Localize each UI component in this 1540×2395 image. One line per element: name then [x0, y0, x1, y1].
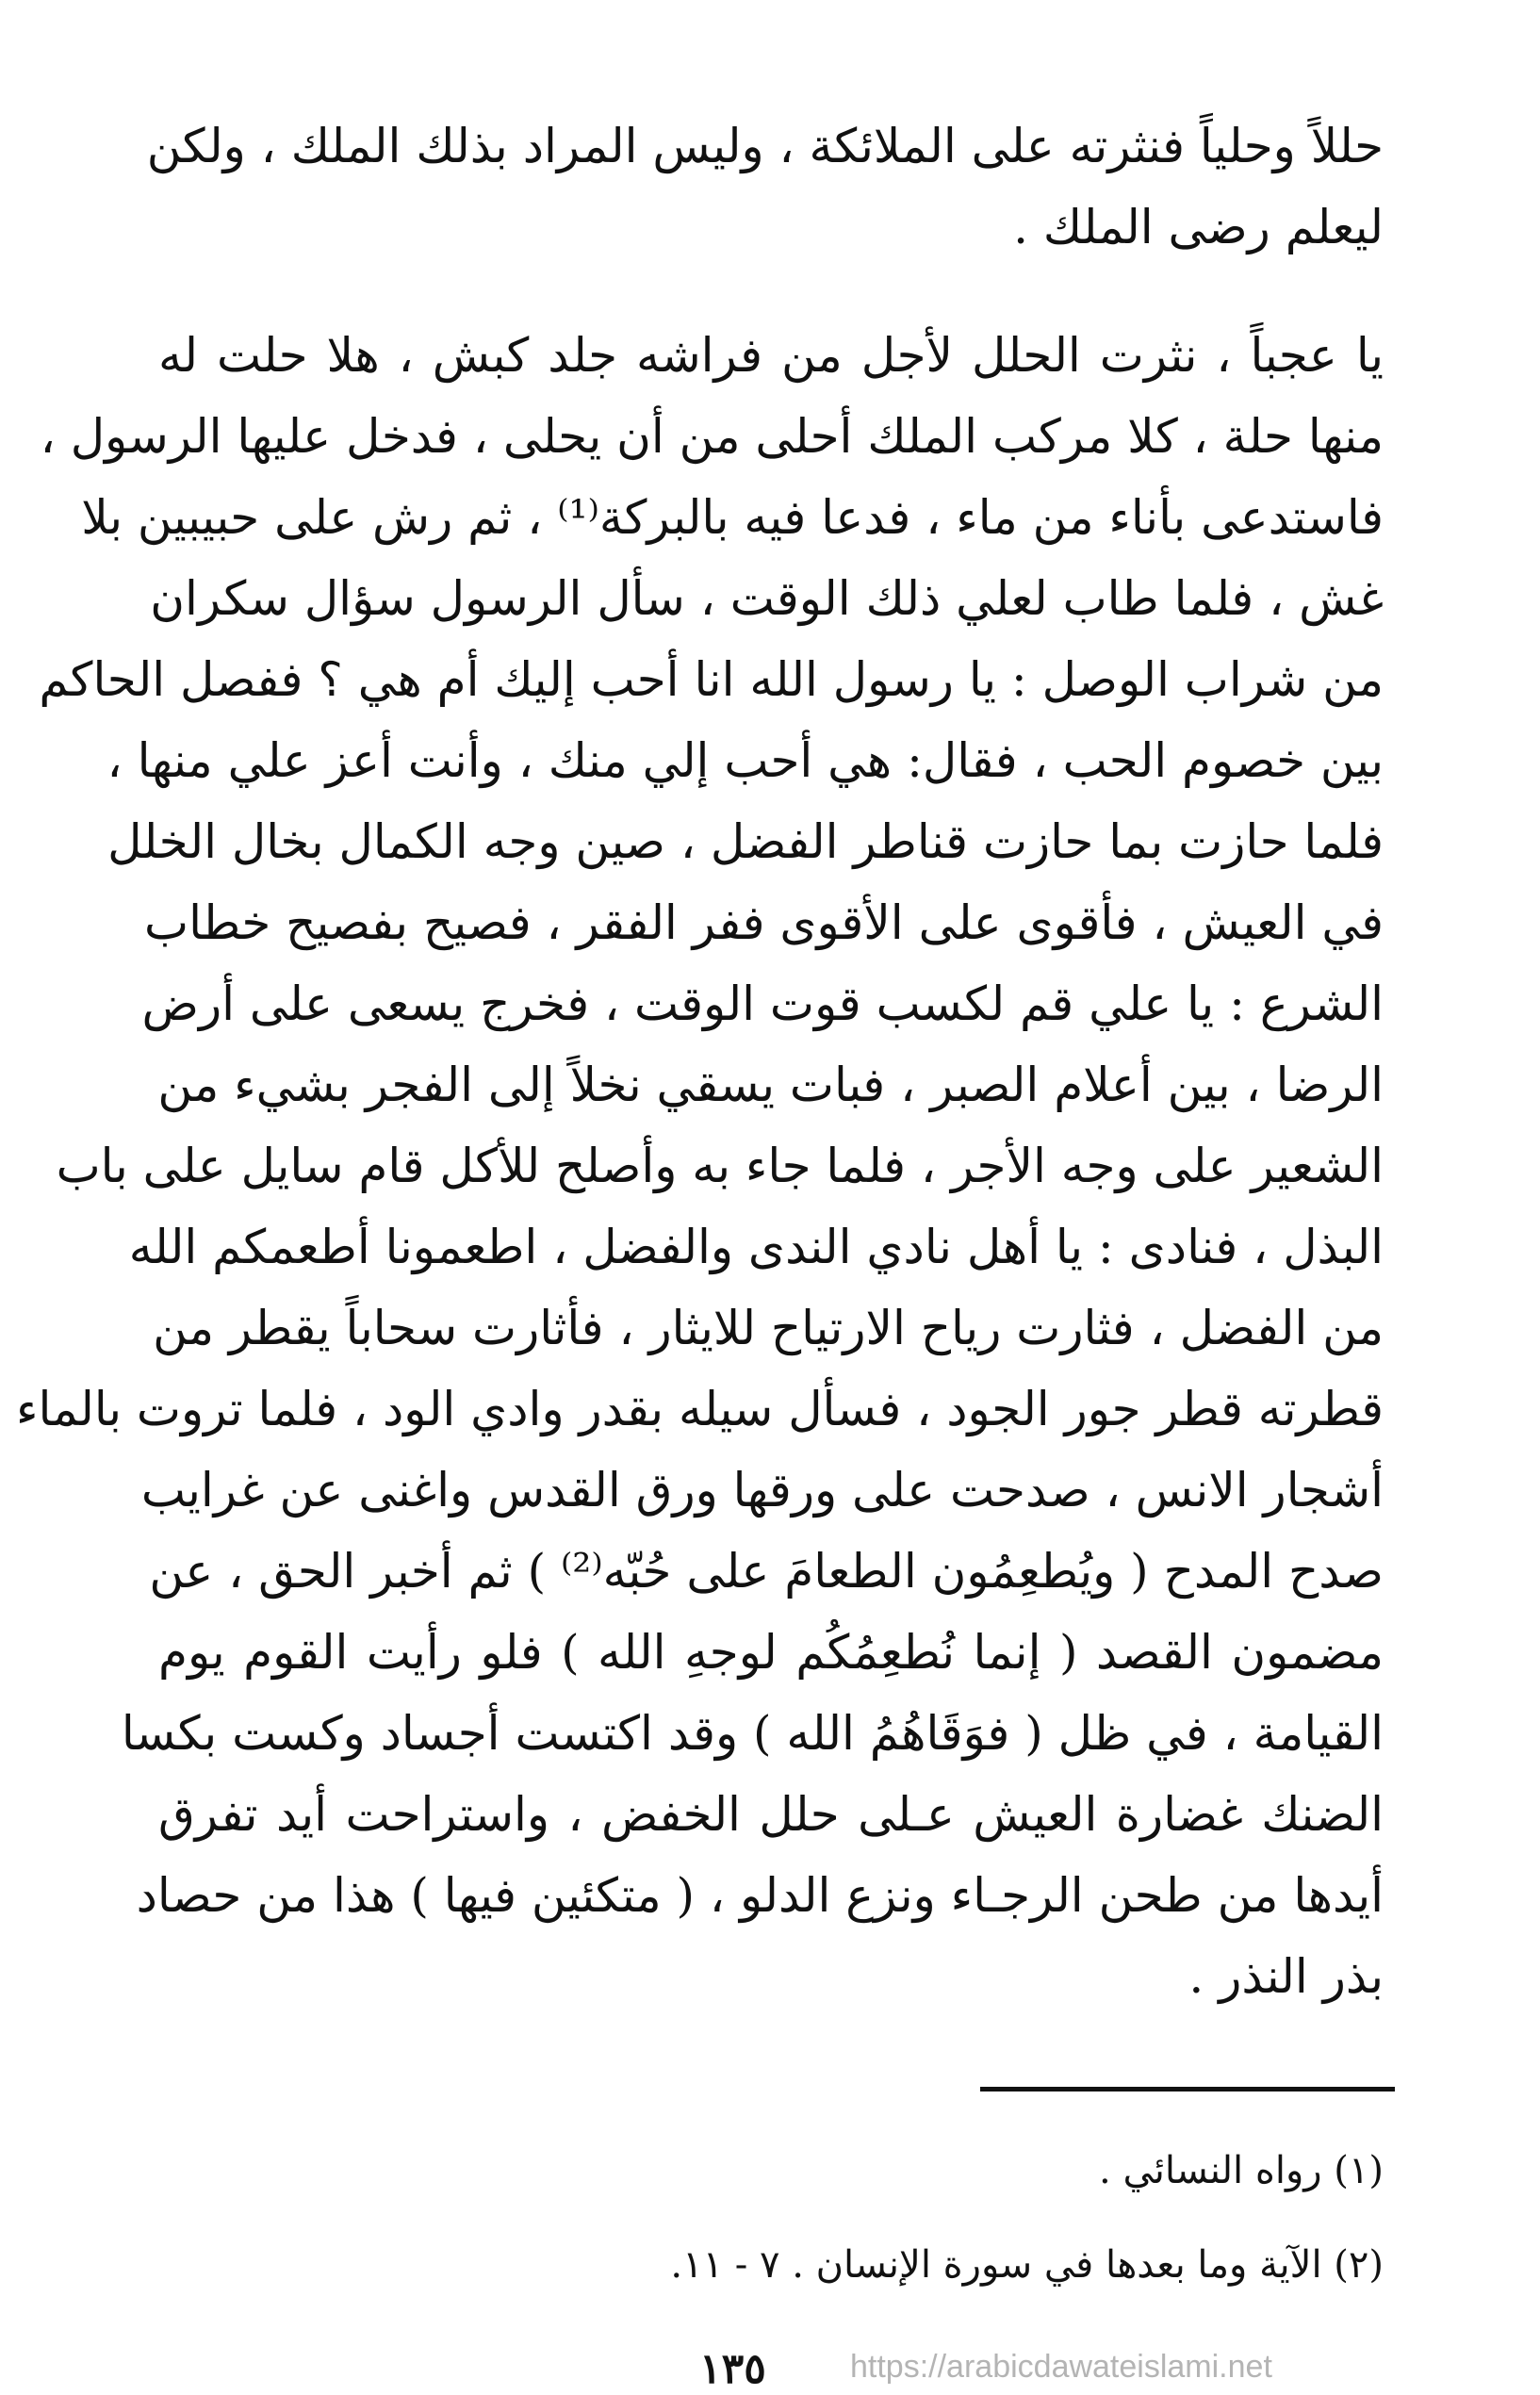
body-line: الرضا ، بين أعلام الصبر ، فبات يسقي نخلاً إلى الفجر بشيء من [157, 1058, 1384, 1112]
body-line: الشرع : يا علي قم لكسب قوت الوقت ، فخرج يسعى على أرض [141, 976, 1384, 1031]
intro-line: ليعلم رضى الملك . [1013, 200, 1384, 254]
body-line: بين خصوم الحب ، فقال: هي أحب إلي منك ، وأنت أعز علي منها ، [106, 733, 1384, 788]
intro-line: حللاً وحلياً فنثرته على الملائكة ، وليس المراد بذلك الملك ، ولكن [146, 119, 1384, 173]
body-line: يا عجباً ، نثرت الحلل لأجل من فراشه جلد كبش ، هلا حلت له [158, 328, 1384, 383]
body-line: قطرته قطر جور الجود ، فسأل سيله بقدر وادي الود ، فلما تروت بالماء [15, 1382, 1384, 1436]
body-line: أيدها من طحن الرجـاء ونزع الدلو ، ( متكئين فيها ) هذا من حصاد [136, 1868, 1384, 1923]
body-line: منها حلة ، كلا مركب الملك أحلى من أن يحلى ، فدخل عليها الرسول ، [40, 409, 1384, 464]
body-line: صدح المدح ( ويُطعِمُون الطعامَ على حُبّه⁽²⁾ ) ثم أخبر الحق ، عن [149, 1544, 1384, 1599]
body-line: القيامة ، في ظل ( فوَقَاهُمُ الله ) وقد اكتست أجساد وكست بكسا [121, 1706, 1384, 1761]
body-line: الضنك غضارة العيش عـلى حلل الخفض ، واستراحت أيد تفرق [158, 1787, 1384, 1842]
body-line: البذل ، فنادى : يا أهل نادي الندى والفضل ، اطعمونا أطعمكم الله [128, 1220, 1384, 1274]
body-line: في العيش ، فأقوى على الأقوى ففر الفقر ، فصيح بفصيح خطاب [144, 895, 1384, 950]
body-line: فاستدعى بأناء من ماء ، فدعا فيه بالبركة⁽¹⁾ ، ثم رش على حبيبين بلا [81, 490, 1384, 545]
intro-paragraph [146, 106, 1384, 268]
footnote-separator [980, 2087, 1395, 2092]
body-line: بذر النذر . [1188, 1949, 1384, 2004]
main-paragraph [15, 315, 1384, 2017]
page-number: ١٣٥ [699, 2345, 766, 2393]
body-line: أشجار الانس ، صدحت على ورقها ورق القدس واغنى عن غرايب [140, 1463, 1384, 1517]
body-line: غش ، فلما طاب لعلي ذلك الوقت ، سأل الرسول سؤال سكران [150, 571, 1384, 626]
watermark-url: https://arabicdawateislami.net [850, 2349, 1272, 2385]
footnote-2: (٢) الآية وما بعدها في سورة الإنسان . ٧ - ١١. [670, 2243, 1384, 2287]
body-line: من الفضل ، فثارت رياح الارتياح للايثار ، فأثارت سحاباً يقطر من [153, 1301, 1384, 1355]
footnote-1: (١) رواه النسائي . [1099, 2149, 1384, 2192]
body-line: الشعير على وجه الأجر ، فلما جاء به وأصلح للأكل قام سايل على باب [56, 1139, 1384, 1193]
body-line: من شراب الوصل : يا رسول الله انا أحب إليك أم هي ؟ ففصل الحاكم [39, 652, 1384, 707]
body-line: فلما حازت بما حازت قناطر الفضل ، صين وجه الكمال بخال الخلل [107, 814, 1384, 869]
body-line: مضمون القصد ( إنما نُطعِمُكُم لوجهِ الله ) فلو رأيت القوم يوم [158, 1625, 1384, 1680]
